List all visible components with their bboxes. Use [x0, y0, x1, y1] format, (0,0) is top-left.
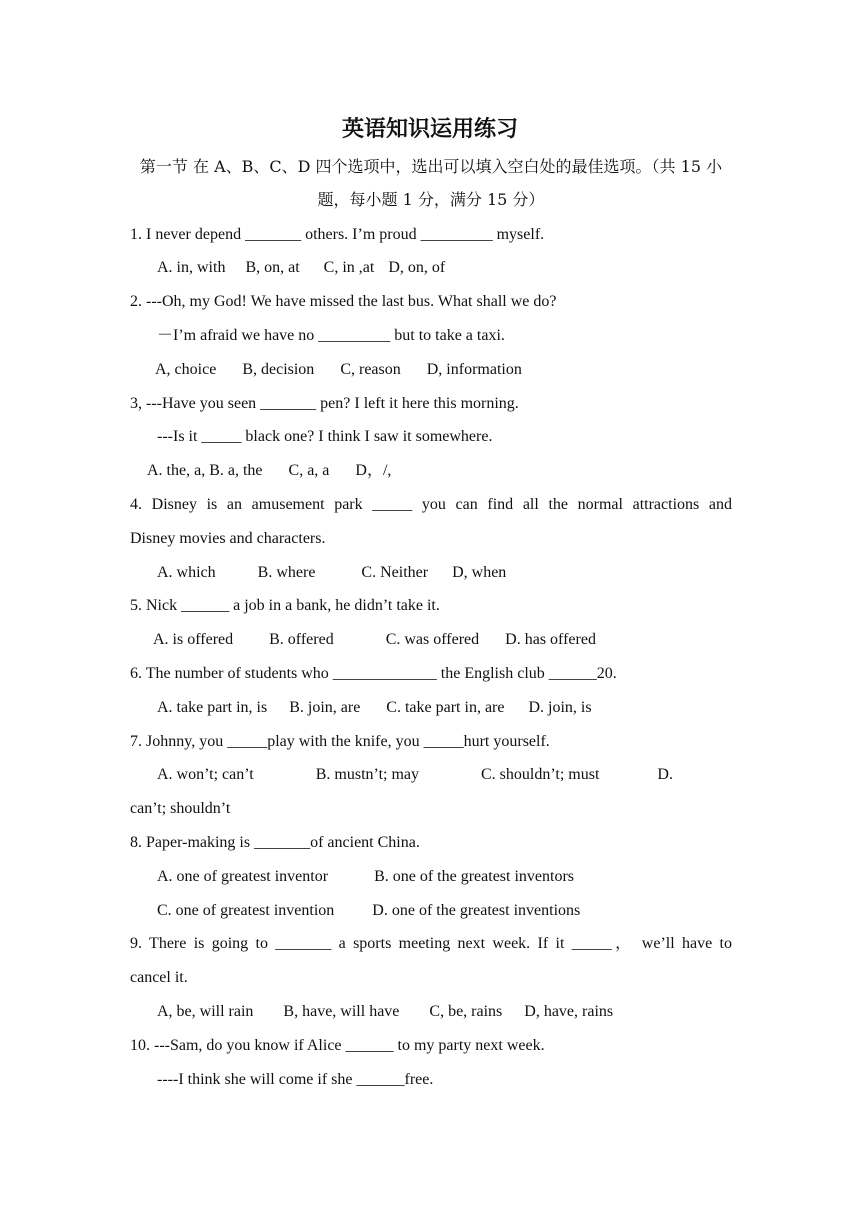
question-9-stem-line2: cancel it.	[130, 969, 188, 986]
option-d: D, when	[452, 564, 507, 581]
option-d: D，/,	[355, 462, 392, 479]
option-d: D. one of the greatest inventions	[372, 902, 581, 919]
question-5-stem: 5. Nick ______ a job in a bank, he didn’t take it.	[130, 597, 440, 614]
question-2-options	[155, 360, 522, 380]
option-a: A, choice	[155, 361, 217, 378]
question-7-stem: 7. Johnny, you _____play with the knife, you _____hurt yourself.	[130, 733, 550, 750]
question-1-stem: 1. I never depend _______ others. I’m proud _________ myself.	[130, 226, 545, 243]
option-d: D, have, rains	[524, 1003, 614, 1020]
question-6-options	[157, 698, 592, 718]
option-a: A. which	[157, 564, 216, 581]
question-10-reply: ----I think she will come if she ______free.	[157, 1071, 434, 1088]
question-3-stem: 3, ---Have you seen _______ pen? I left it here this morning.	[130, 395, 519, 412]
question-7-option-wrap: can’t; shouldn’t	[130, 800, 231, 817]
option-b: B, on, at	[245, 259, 300, 276]
question-6-stem: 6. The number of students who _____________ the English club ______20.	[130, 665, 617, 682]
question-8-stem: 8. Paper-making is _______of ancient China.	[130, 834, 420, 851]
option-b: B, have, will have	[283, 1003, 400, 1020]
section-instructions: 第一节 在 A、B、C、D 四个选项中，选出可以填入空白处的最佳选项。（共 15 小题，每小题 1 分，满分 15 分）	[139, 157, 723, 209]
question-2-reply: －I’m afraid we have no _________ but to take a taxi.	[157, 327, 505, 344]
question-9-stem-line1: 9. There is going to _______ a sports meeting next week. If it _____， we’ll have to	[130, 935, 732, 952]
option-c: C, be, rains	[429, 1003, 503, 1020]
option-c: C. take part in, are	[386, 699, 505, 716]
question-10-stem: 10. ---Sam, do you know if Alice ______ to my party next week.	[130, 1037, 545, 1054]
question-1-options	[157, 258, 445, 278]
option-a: A. is offered	[153, 631, 234, 648]
option-b: B. join, are	[289, 699, 361, 716]
page-title: 英语知识运用练习	[341, 116, 518, 142]
option-a: A. in, with	[157, 259, 226, 276]
question-3-options	[147, 461, 391, 481]
question-5-options	[153, 630, 596, 650]
option-a: A, be, will rain	[157, 1003, 254, 1020]
option-d: D. has offered	[505, 631, 596, 648]
question-3-reply: ---Is it _____ black one? I think I saw it somewhere.	[157, 428, 493, 445]
option-d: D, on, of	[388, 259, 446, 276]
option-c: C. one of greatest invention	[157, 902, 335, 919]
option-a: A. one of greatest inventor	[157, 868, 329, 885]
question-8-options-row2	[157, 901, 580, 921]
option-b: B. where	[257, 564, 316, 581]
option-d: D.	[657, 766, 673, 783]
question-8-options-row1	[157, 867, 574, 887]
option-b: B. one of the greatest inventors	[374, 868, 575, 885]
option-d: D. join, is	[528, 699, 592, 716]
option-d: D, information	[426, 361, 522, 378]
question-2-stem: 2. ---Oh, my God! We have missed the last bus. What shall we do?	[130, 293, 557, 310]
option-a: A. won’t; can’t	[157, 766, 254, 783]
option-c: C, reason	[340, 361, 401, 378]
option-c: C. Neither	[361, 564, 429, 581]
option-b: B. offered	[269, 631, 334, 648]
question-4-stem-line1: 4. Disney is an amusement park _____ you can find all the normal attractions and	[130, 496, 732, 513]
option-c: C, a, a	[288, 462, 330, 479]
option-a-b: A. the, a, B. a, the	[147, 462, 263, 479]
question-4-options	[157, 563, 506, 583]
question-7-options	[157, 765, 673, 785]
option-c: C. was offered	[385, 631, 480, 648]
question-4-stem-line2: Disney movies and characters.	[130, 530, 326, 547]
option-c: C. shouldn’t; must	[481, 766, 600, 783]
option-b: B, decision	[242, 361, 315, 378]
question-9-options	[157, 1002, 613, 1022]
option-a: A. take part in, is	[157, 699, 268, 716]
option-b: B. mustn’t; may	[315, 766, 419, 783]
option-c: C, in ,at	[323, 259, 375, 276]
